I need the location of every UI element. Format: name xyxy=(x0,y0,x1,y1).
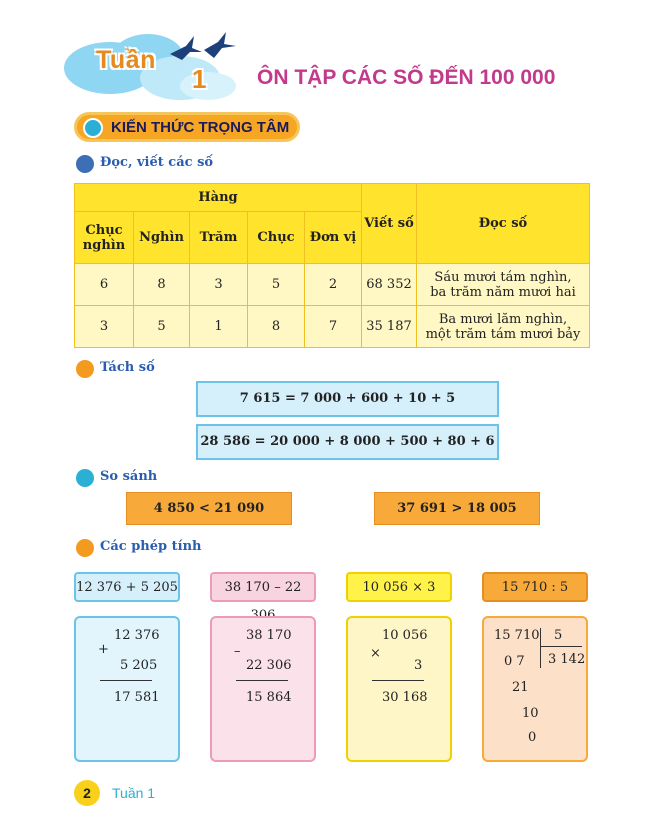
cell: 8 xyxy=(134,264,190,306)
divisor: 5 xyxy=(554,628,563,643)
cell: 1 xyxy=(190,306,248,348)
read-line: Ba mươi lăm nghìn, xyxy=(438,311,568,327)
step: 21 xyxy=(512,680,529,695)
col-header: Đơn vị xyxy=(305,212,362,264)
section-heading-split: Tách số xyxy=(100,360,155,375)
compare-icon xyxy=(76,469,94,487)
result: 17 581 xyxy=(114,690,160,705)
sub-label: 38 170 – 22 xyxy=(210,572,316,602)
cell-read xyxy=(417,264,590,306)
split-icon xyxy=(76,360,94,378)
step: 0 xyxy=(528,730,537,745)
div-label: 15 710 : 5 xyxy=(482,572,588,602)
mul-label: 10 056 × 3 xyxy=(346,572,452,602)
compare-box: 4 850 < 21 090 xyxy=(126,492,292,525)
notebook-icon xyxy=(76,155,94,173)
read-line: Sáu mươi tám nghìn, xyxy=(434,269,572,285)
read-header: Đọc số xyxy=(417,184,590,264)
step: 0 7 xyxy=(504,654,525,669)
quotient: 3 142 xyxy=(548,652,586,667)
sub-calculation xyxy=(210,616,316,762)
read-line: ba trăm năm mươi hai xyxy=(430,284,576,300)
section-heading-read: Đọc, viết các số xyxy=(100,155,214,170)
col-header: Chục xyxy=(248,212,305,264)
calculator-icon xyxy=(76,539,94,557)
operand: 38 170 xyxy=(246,628,292,643)
rule xyxy=(372,680,424,681)
key-knowledge-banner xyxy=(74,112,300,142)
rule xyxy=(100,680,152,681)
swallow-birds-icon xyxy=(168,32,238,68)
page-number: 2 xyxy=(74,780,100,806)
div-calculation xyxy=(482,616,588,762)
compare-box: 37 691 > 18 005 xyxy=(374,492,540,525)
cell: 8 xyxy=(248,306,305,348)
operand: 12 376 xyxy=(114,628,160,643)
cell-read xyxy=(417,306,590,348)
operand: 10 056 xyxy=(382,628,428,643)
col-header: Trăm xyxy=(190,212,248,264)
section-heading-operations: Các phép tính xyxy=(100,539,202,554)
cell: 3 xyxy=(190,264,248,306)
step: 10 xyxy=(522,706,539,721)
mul-calculation xyxy=(346,616,452,762)
add-calculation xyxy=(74,616,180,762)
footer-label: Tuần 1 xyxy=(112,785,156,801)
col-header: Nghìn xyxy=(134,212,190,264)
result: 15 864 xyxy=(246,690,292,705)
division-bar xyxy=(540,628,541,668)
place-value-table xyxy=(74,183,590,348)
operator: + xyxy=(98,642,109,657)
result: 30 168 xyxy=(382,690,428,705)
operator: × xyxy=(370,646,381,661)
week-label: Tuần xyxy=(96,46,156,74)
rule xyxy=(540,646,582,647)
split-equation: 28 586 = 20 000 + 8 000 + 500 + 80 + 6 xyxy=(196,424,499,460)
table-row xyxy=(75,306,590,348)
operand: 3 xyxy=(414,658,423,673)
table-row xyxy=(75,264,590,306)
cell: 5 xyxy=(248,264,305,306)
write-header: Viết số xyxy=(362,184,417,264)
cell: 2 xyxy=(305,264,362,306)
operand: 22 306 xyxy=(246,658,292,673)
group-header: Hàng xyxy=(75,184,362,212)
operand: 5 205 xyxy=(120,658,158,673)
split-equation: 7 615 = 7 000 + 600 + 10 + 5 xyxy=(196,381,499,417)
read-line: một trăm tám mươi bảy xyxy=(425,326,581,342)
week-number: 1 xyxy=(192,64,207,94)
cell: 7 xyxy=(305,306,362,348)
col-header: Chục nghìn xyxy=(75,212,134,264)
page-title: ÔN TẬP CÁC SỐ ĐẾN 100 000 xyxy=(257,66,556,89)
cell-written: 35 187 xyxy=(362,306,417,348)
dividend: 15 710 xyxy=(494,628,540,643)
section-heading-compare: So sánh xyxy=(100,469,158,484)
add-label: 12 376 + 5 205 xyxy=(74,572,180,602)
cell: 6 xyxy=(75,264,134,306)
cell-written: 68 352 xyxy=(362,264,417,306)
banner-label: KIẾN THỨC TRỌNG TÂM xyxy=(111,119,290,136)
operator: – xyxy=(234,644,241,659)
cell: 3 xyxy=(75,306,134,348)
cell: 5 xyxy=(134,306,190,348)
rule xyxy=(236,680,288,681)
book-icon xyxy=(83,118,103,138)
